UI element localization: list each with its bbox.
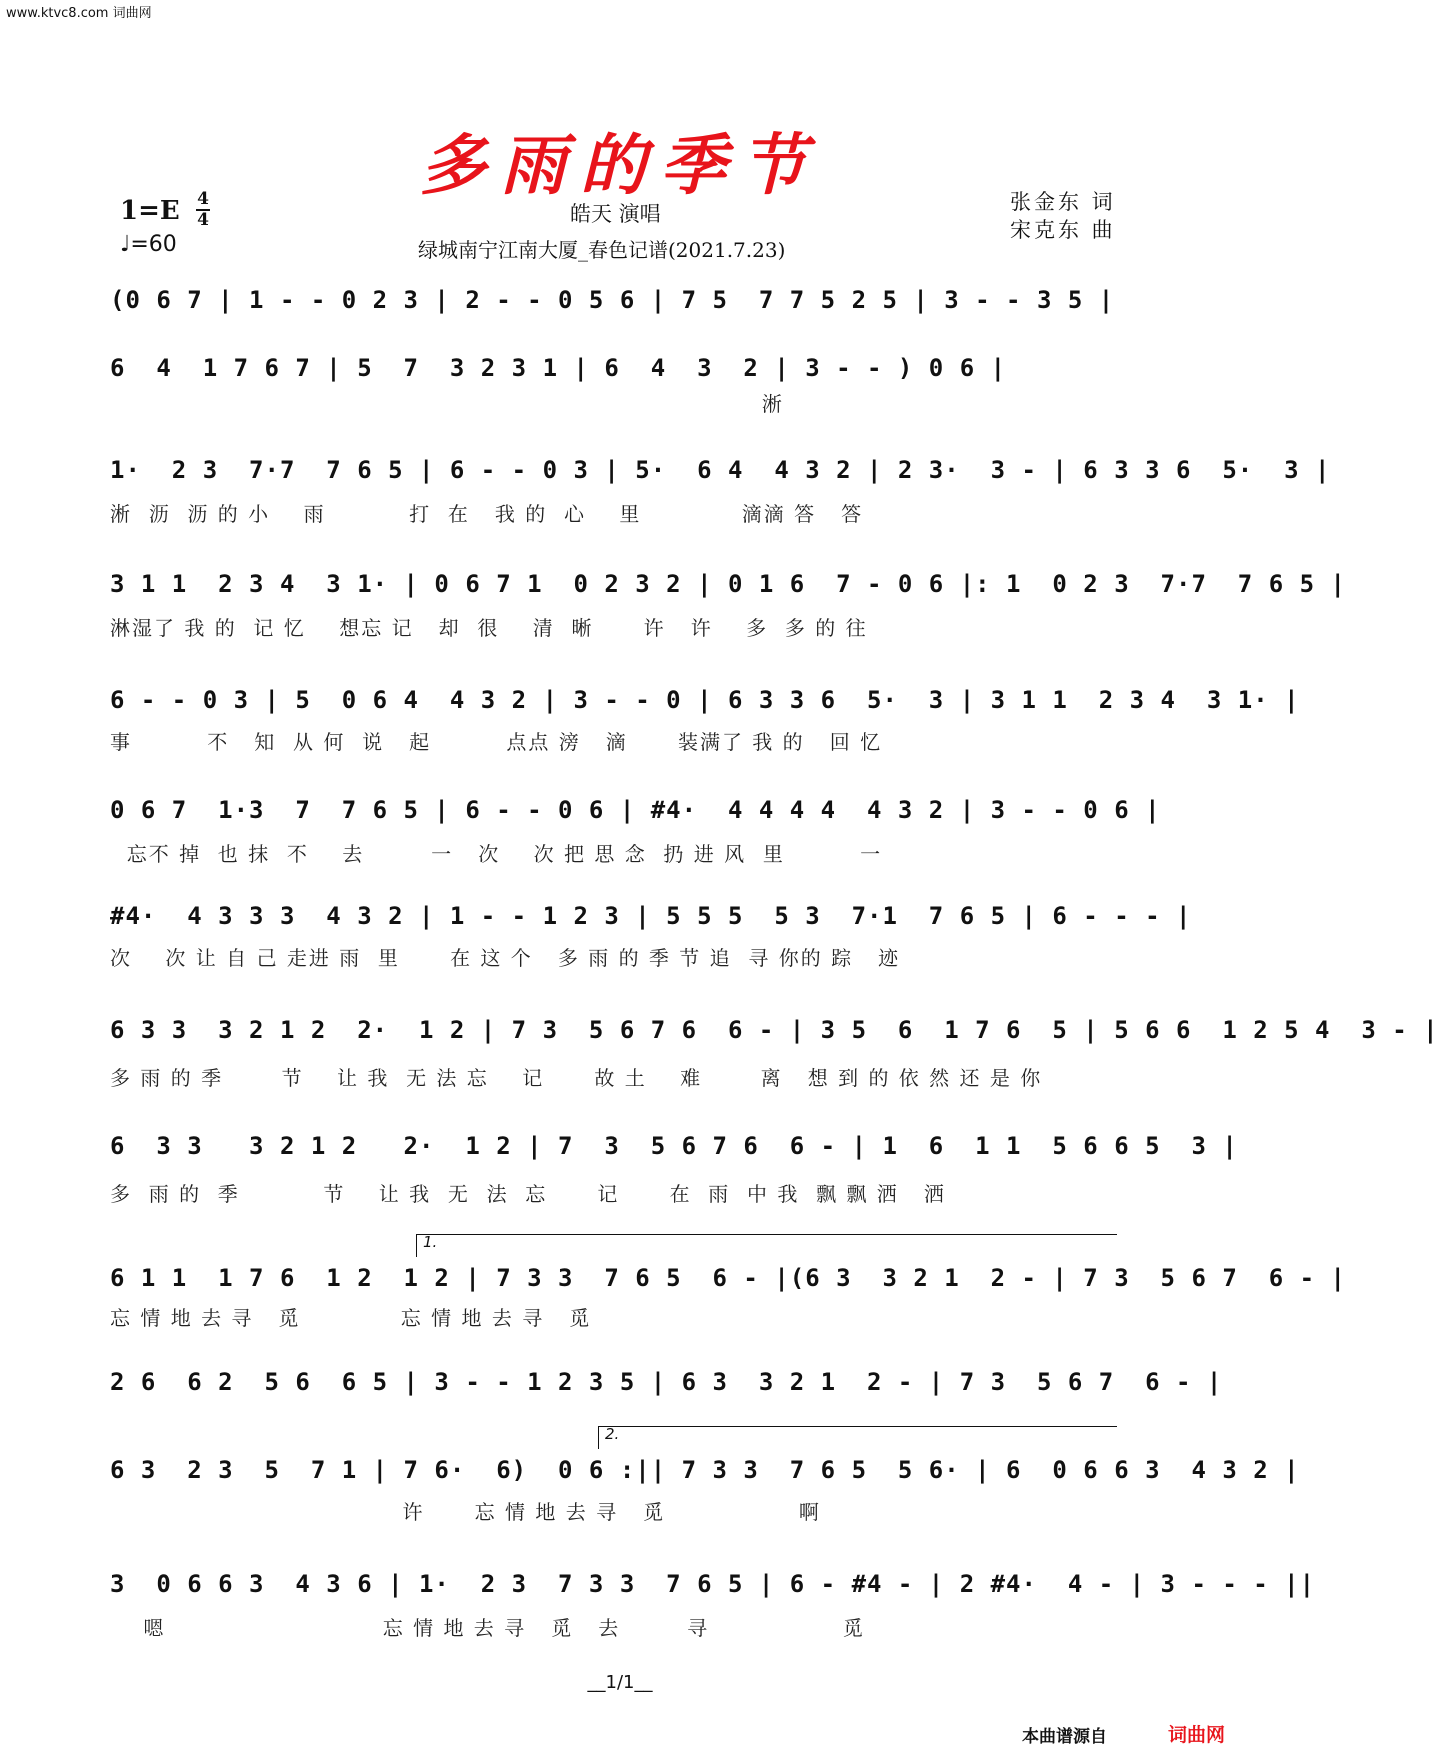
lyrics-line: 忘 情 地 去 寻 觅 忘 情 地 去 寻 觅: [110, 1306, 592, 1330]
notes-line: 6 - - 0 3 | 5 0 6 4 4 3 2 | 3 - - 0 | 6 3 3 6 5· 3 | 3 1 1 2 3 4 3 1· |: [110, 686, 1300, 714]
lyrics-line: 忘不 掉 也 抹 不 去 一 次 次 把 思 念 扔 进 风 里 一: [110, 842, 883, 866]
first-ending-bracket: 1.: [416, 1234, 1117, 1257]
time-sig-top: 4: [197, 189, 209, 209]
tempo-marking: ♩=60: [120, 232, 177, 257]
lyrics-line: 淋湿了 我 的 记 忆 想忘 记 却 很 清 晰 许 许 多 多 的 往: [110, 616, 868, 640]
notes-line: 6 1 1 1 7 6 1 2 1 2 | 7 3 3 7 6 5 6 - |(6 3 3 2 1 2 - | 7 3 5 6 7 6 - |: [110, 1264, 1346, 1292]
lyrics-line: 多 雨 的 季 节 让 我 无 法 忘 记 在 雨 中 我 飘 飘 洒 洒: [110, 1182, 946, 1206]
notes-line: (0 6 7 | 1 - - 0 2 3 | 2 - - 0 5 6 | 7 5 7 7 5 2 5 | 3 - - 3 5 |: [110, 286, 1115, 314]
notes-line: 6 3 3 3 2 1 2 2· 1 2 | 7 3 5 6 7 6 6 - | 3 5 6 1 7 6 5 | 5 6 6 1 2 5 4 3 - |: [110, 1016, 1439, 1044]
notes-line: 0 6 7 1·3 7 7 6 5 | 6 - - 0 6 | #4· 4 4 4 4 4 3 2 | 3 - - 0 6 |: [110, 796, 1161, 824]
second-ending-bracket: 2.: [598, 1426, 1117, 1449]
lyrics-line: 事 不 知 从 何 说 起 点点 滂 滴 装满了 我 的 回 忆: [110, 730, 883, 754]
site-header: www.ktvc8.com 词曲网: [6, 6, 152, 21]
lyrics-line: 许 忘 情 地 去 寻 觅 啊: [110, 1500, 821, 1524]
footer-brand-logo: 词曲网: [1168, 1724, 1226, 1746]
notes-line: 6 4 1 7 6 7 | 5 7 3 2 3 1 | 6 4 3 2 | 3 - - ) 0 6 |: [110, 354, 1007, 382]
notes-line: 6 3 2 3 5 7 1 | 7 6· 6) 0 6 :|| 7 3 3 7 6 5 5 6· | 6 0 6 6 3 4 3 2 |: [110, 1456, 1300, 1484]
notes-line: 1· 2 3 7·7 7 6 5 | 6 - - 0 3 | 5· 6 4 4 3 2 | 2 3· 3 - | 6 3 3 6 5· 3 |: [110, 456, 1331, 484]
notes-line: 2 6 6 2 5 6 6 5 | 3 - - 1 2 3 5 | 6 3 3 2 1 2 - | 7 3 5 6 7 6 - |: [110, 1368, 1223, 1396]
notes-line: #4· 4 3 3 3 4 3 2 | 1 - - 1 2 3 | 5 5 5 5 3 7·1 7 6 5 | 6 - - - |: [110, 902, 1192, 930]
lyrics-line: 嗯 忘 情 地 去 寻 觅 去 寻 觅: [110, 1616, 865, 1640]
notes-line: 3 0 6 6 3 4 3 6 | 1· 2 3 7 3 3 7 6 5 | 6 - #4 - | 2 #4· 4 - | 3 - - - ||: [110, 1570, 1316, 1598]
composer-credit: 宋克东 曲: [1010, 218, 1116, 242]
footer-source: 本曲谱源自: [1022, 1727, 1107, 1747]
lyrics-line: 淅 沥 沥 的 小 雨 打 在 我 的 心 里 滴滴 答 答: [110, 502, 864, 526]
time-sig-bottom: 4: [197, 210, 209, 230]
song-title: 多雨的季节: [420, 126, 820, 204]
notes-line: 3 1 1 2 3 4 3 1· | 0 6 7 1 0 2 3 2 | 0 1 6 7 - 0 6 |: 1 0 2 3 7·7 7 6 5 |: [110, 570, 1346, 598]
recorder-credit: 绿城南宁江南大厦_春色记谱(2021.7.23): [418, 238, 786, 262]
page-number: __1/1__: [587, 1672, 653, 1693]
notes-line: 6 3 3 3 2 1 2 2· 1 2 | 7 3 5 6 7 6 6 - | 1 6 1 1 5 6 6 5 3 |: [110, 1132, 1238, 1160]
lyrics-line: 次 次 让 自 己 走进 雨 里 在 这 个 多 雨 的 季 节 追 寻 你的 踪 迹: [110, 946, 901, 970]
key-signature: 1=E: [120, 196, 180, 226]
singer-credit: 皓天 演唱: [570, 202, 661, 226]
time-signature: [196, 190, 210, 230]
lyrics-line: 多 雨 的 季 节 让 我 无 法 忘 记 故 土 难 离 想 到 的 依 然 还 是 你: [110, 1066, 1043, 1090]
lyricist-credit: 张金东 词: [1010, 190, 1116, 214]
lyrics-line: 淅: [110, 392, 784, 416]
